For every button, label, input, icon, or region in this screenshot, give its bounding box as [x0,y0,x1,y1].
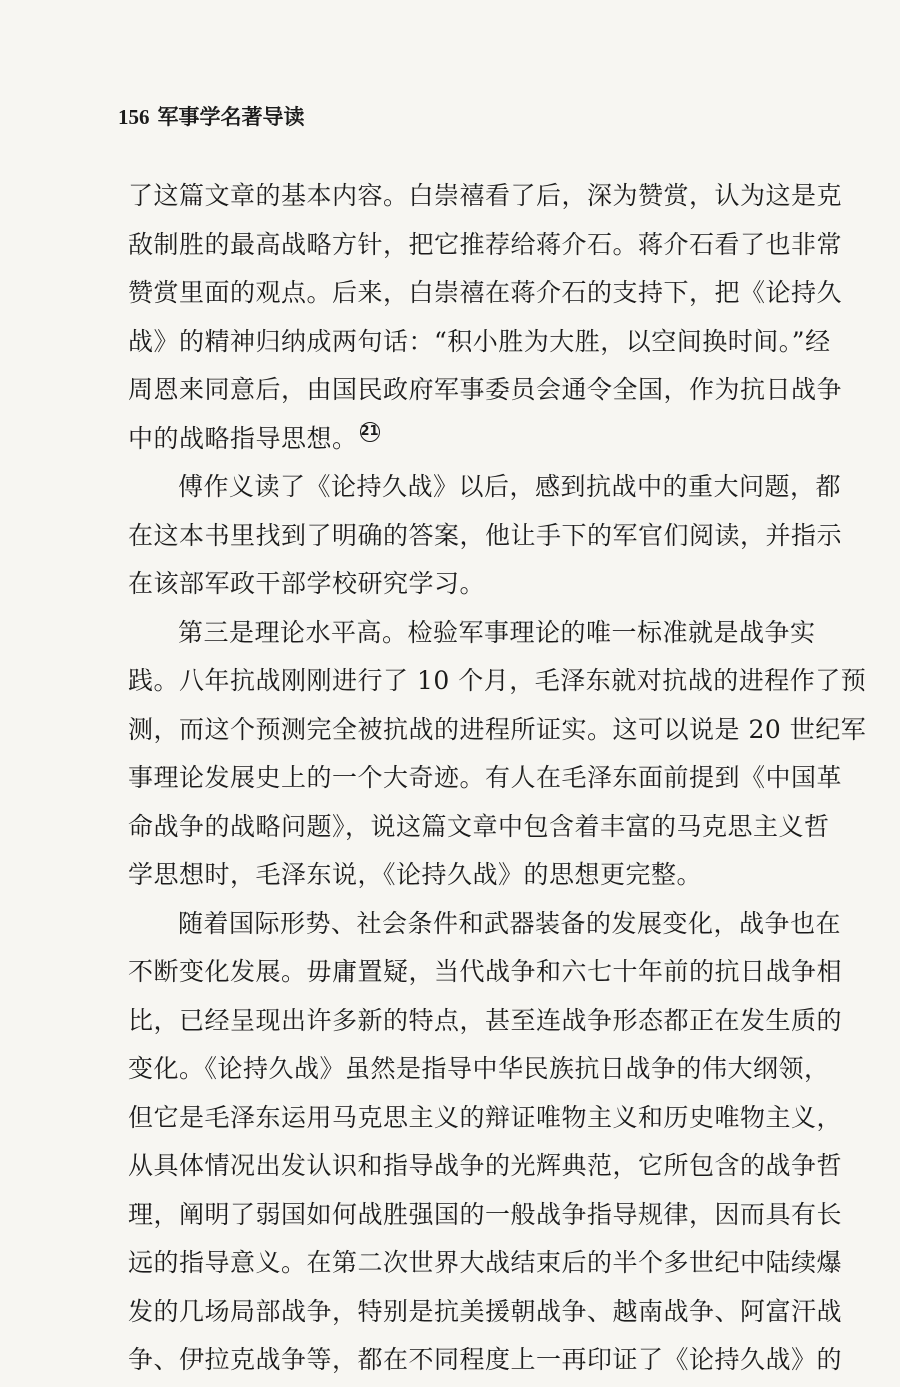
text-line: 争、伊拉克战争等，都在不同程度上一再印证了《论持久战》的 [128,1345,843,1374]
text-line: 赞赏里面的观点。后来，白崇禧在蒋介石的支持下，把《论持久 [128,278,843,307]
text-line: 学思想时，毛泽东说，《论持久战》的思想更完整。 [128,860,703,889]
text-line [128,415,768,464]
paragraph [128,900,843,1385]
text-line: 远的指导意义。在第二次世界大战结束后的半个多世纪中陆续爆 [128,1248,843,1277]
text-line: 在该部军政干部学校研究学习。 [128,569,486,598]
text-line: 发的几场局部战争，特别是抗美援朝战争、越南战争、阿富汗战 [128,1296,843,1326]
text-line: 在这本书里找到了明确的答案，他让手下的军官们阅读，并指示 [128,520,843,550]
text-line: 敌制胜的最高战略方针，把它推荐给蒋介石。蒋介石看了也非常 [128,229,843,259]
text-line: 从具体情况出发认识和指导战争的光辉典范，它所包含的战争哲 [128,1151,843,1180]
page-number: 156 [118,105,150,129]
book-title: 军事学名著导读 [157,105,305,129]
footnote-marker[interactable]: 21 [360,422,380,442]
running-header [118,103,305,131]
text-line: 命战争的战略问题》，说这篇文章中包含着丰富的马克思主义哲 [128,811,830,841]
text-line: 理，阐明了弱国如何战胜强国的一般战争指导规律，因而具有长 [128,1199,843,1229]
text-line: 但它是毛泽东运用马克思主义的辩证唯物主义和历史唯物主义， [128,1102,843,1132]
text-line: 战》的精神归纳成两句话：“积小胜为大胜，以空间换时间。”经 [128,326,831,356]
text-line: 变化。《论持久战》虽然是指导中华民族抗日战争的伟大纲领， [128,1054,830,1083]
text-line: 第三是理论水平高。检验军事理论的唯一标准就是战争实 [178,617,816,647]
text-line: 践。八年抗战刚刚进行了 10 个月，毛泽东就对抗战的进程作了预 [128,666,867,695]
text-line: 周恩来同意后，由国民政府军事委员会通令全国，作为抗日战争 [128,375,843,404]
body-text [128,172,867,1385]
text-line: 傅作义读了《论持久战》以后，感到抗战中的重大问题，都 [178,472,842,501]
text-line: 比，已经呈现出许多新的特点，甚至连战争形态都正在发生质的 [128,1005,843,1035]
text-line: 测，而这个预测完全被抗战的进程所证实。这可以说是 20 世纪军 [128,714,867,744]
text-line: 事理论发展史上的一个大奇迹。有人在毛泽东面前提到《中国革 [128,763,843,792]
text-line: 不断变化发展。毋庸置疑，当代战争和六七十年前的抗日战争相 [128,957,843,986]
paragraph [128,172,843,463]
paragraph [128,463,843,609]
text-line: 随着国际形势、社会条件和武器装备的发展变化，战争也在 [178,908,842,938]
text-line: 了这篇文章的基本内容。白崇禧看了后，深为赞赏，认为这是克 [128,181,843,210]
paragraph [128,609,867,900]
text-line-content: 中的战略指导思想。 [128,423,358,453]
